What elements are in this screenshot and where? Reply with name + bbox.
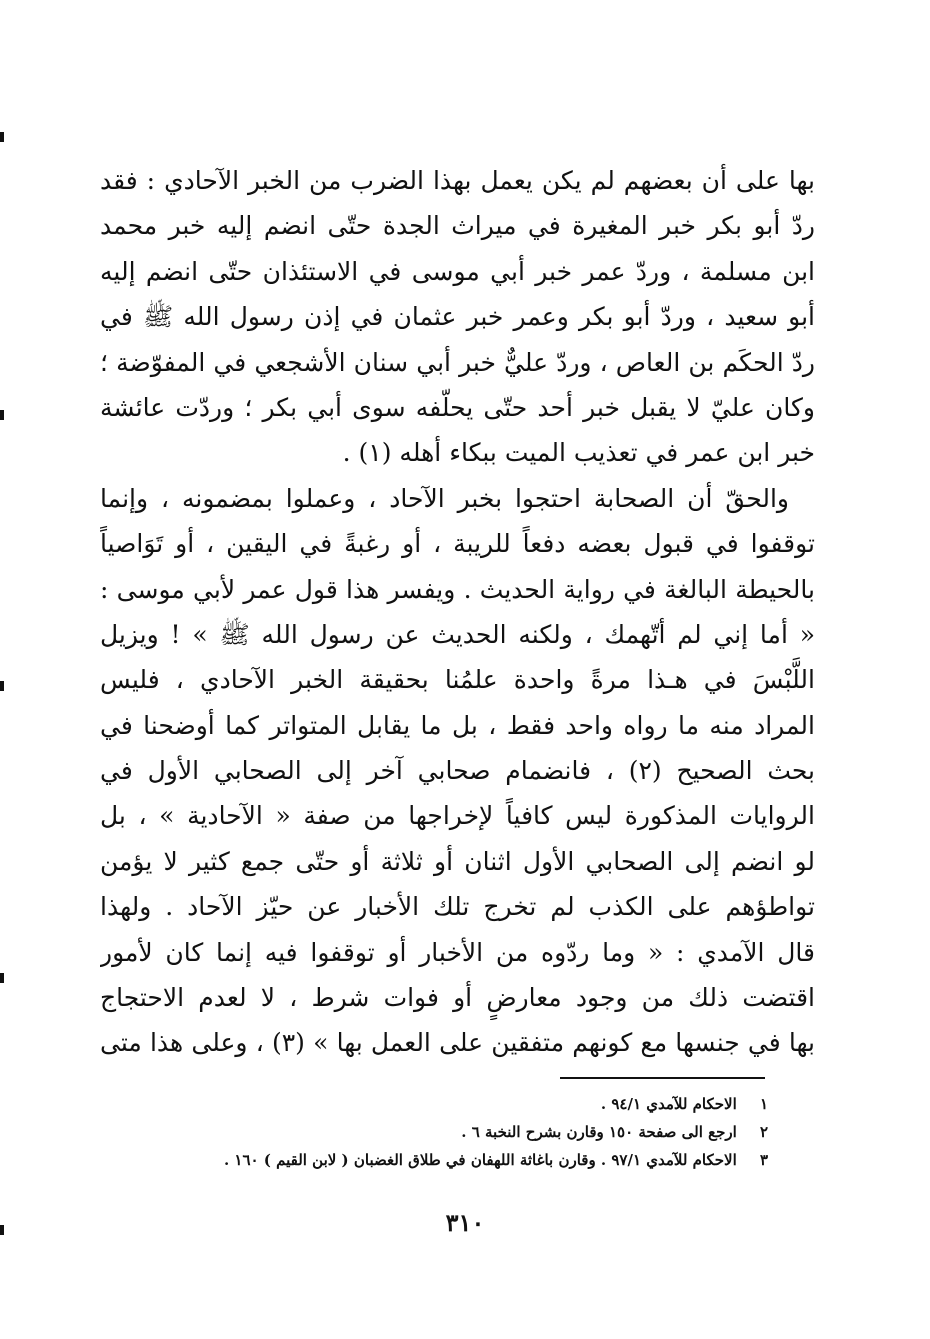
text-line: اقتضت ذلك من وجود معارضٍ أو فوات شرط ، لا لعدم الاحتجاج	[100, 983, 815, 1013]
text-line: تواطؤهم على الكذب لم تخرج تلك الأخبار عن حيّز الآحاد . ولهذا	[100, 892, 815, 922]
body-text	[100, 158, 815, 1066]
margin-mark	[0, 973, 4, 983]
text-line: بحث الصحيح (٢) ، فانضمام صحابي آخر إلى الصحابي الأول في	[100, 756, 815, 786]
text-line: الروايات المذكورة ليس كافياً لإخراجها من صفة « الآحادية » ، بل	[100, 801, 815, 831]
footnote-text: الاحكام للآمدي ٩٧/١ . وقارن باغاثة اللهفان في طلاق الغضبان ( لابن القيم ) ١٦٠ .	[223, 1151, 737, 1169]
margin-mark	[0, 132, 4, 142]
footnote	[140, 1090, 768, 1118]
footnotes	[140, 1090, 768, 1174]
footnote-text: الاحكام للآمدي ٩٤/١ .	[600, 1095, 737, 1113]
footnote-number: ٢	[759, 1123, 768, 1141]
text-line: ردّ أبو بكر خبر المغيرة في ميراث الجدة حتّى انضم إليه خبر محمد	[100, 211, 815, 241]
text-line: قال الآمدي : « وما ردّوه من الأخبار أو توقفوا فيه إنما كان لأمور	[100, 937, 815, 967]
footnote-number: ٣	[759, 1151, 768, 1169]
page-number: ٣١٠	[445, 1208, 485, 1237]
text-line: اللَّبْسَ في هـذا مرةً واحدة علمُنا بحقيقة الخبر الآحادي ، فليس	[100, 665, 815, 695]
text-line: ابن مسلمة ، وردّ عمر خبر أبي موسى في الاستئذان حتّى انضم إليه	[100, 256, 815, 286]
footnote	[140, 1146, 768, 1174]
text-line: لو انضم إلى الصحابي الأول اثنان أو ثلاثة أو حتّى جمع كثير لا يؤمن	[100, 846, 815, 876]
text-line: « أما إني لم أتّهمك ، ولكنه الحديث عن رسول الله ﷺ » ! ويزيل	[100, 619, 815, 649]
text-line: بها في جنسها مع كونهم متفقين على العمل بها » (٣) ، وعلى هذا متى	[100, 1028, 815, 1058]
footnote-number: ١	[759, 1095, 768, 1113]
footnote-divider	[560, 1077, 765, 1079]
text-line: ردّ الحكَم بن العاص ، وردّ عليٌّ خبر أبي سنان الأشجعي في المفوّضة ؛	[100, 347, 815, 377]
text-line: خبر ابن عمر في تعذيب الميت ببكاء أهله (١) .	[342, 438, 815, 468]
margin-mark	[0, 681, 4, 691]
text-line: توقفوا في قبول بعضه دفعاً للريبة ، أو رغبةً في اليقين ، أو تَوَاصياً	[100, 529, 815, 559]
margin-mark	[0, 410, 4, 420]
text-line: وكان عليّ لا يقبل خبر أحد حتّى يحلّفه سوى أبي بكر ؛ وردّت عائشة	[100, 392, 815, 422]
text-line: والحقّ أن الصحابة احتجوا بخبر الآحاد ، وعملوا بمضمونه ، وإنما	[100, 483, 789, 513]
footnote	[140, 1118, 768, 1146]
text-line: بالحيطة البالغة في رواية الحديث . ويفسر هذا قول عمر لأبي موسى :	[100, 574, 815, 604]
footnote-text: ارجع الى صفحة ١٥٠ وقارن بشرح النخبة ٦ .	[461, 1123, 737, 1141]
text-line: أبو سعيد ، وردّ أبو بكر وعمر خبر عثمان في إذن رسول الله ﷺ في	[100, 302, 815, 332]
text-line: بها على أن بعضهم لم يكن يعمل بهذا الضرب من الخبر الآحادي : فقد	[100, 166, 815, 195]
text-line: المراد منه ما رواه واحد فقط ، بل ما يقابل المتواتر كما أوضحنا في	[100, 710, 815, 740]
